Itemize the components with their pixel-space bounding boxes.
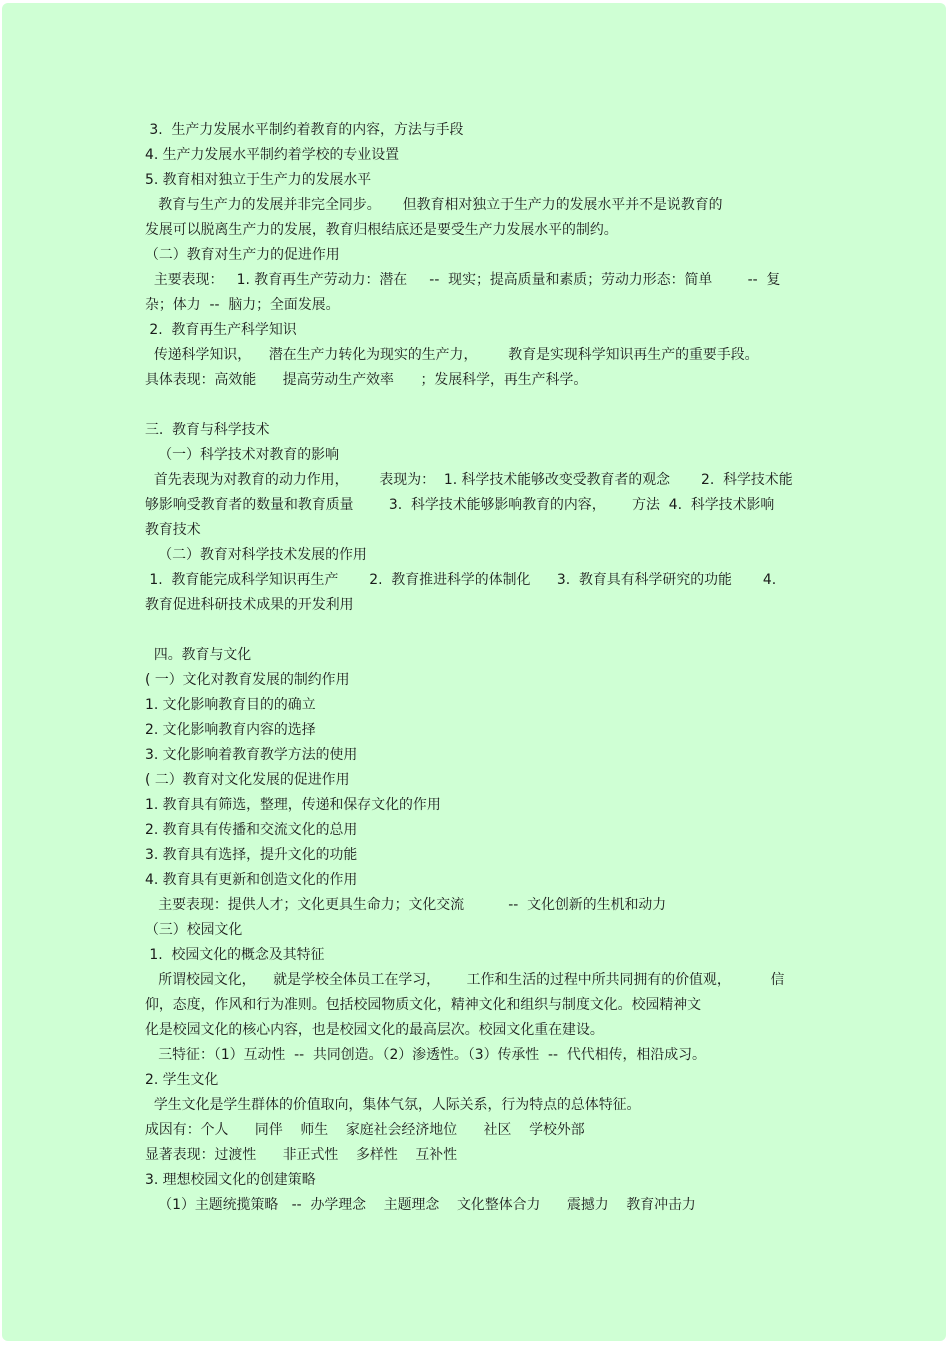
text-line: 5. 教育相对独立于生产力的发展水平 <box>145 172 372 188</box>
text-line: 2. 教育具有传播和交流文化的总用 <box>145 822 358 838</box>
text-line: 1. 校园文化的概念及其特征 <box>145 947 325 963</box>
text-line: 3. 理想校园文化的创建策略 <box>145 1172 316 1188</box>
text-line: 显著表现：过渡性 非正式性 多样性 互补性 <box>145 1147 458 1163</box>
text-line: 3. 教育具有选择，提升文化的功能 <box>145 847 358 863</box>
text-line: 学生文化是学生群体的价值取向，集体气氛，人际关系，行为特点的总体特征。 <box>145 1097 641 1113</box>
text-line: 3. 生产力发展水平制约着教育的内容，方法与手段 <box>145 122 464 138</box>
text-line: 化是校园文化的核心内容，也是校园文化的最高层次。校园文化重在建设。 <box>145 1022 604 1038</box>
section-heading: （一）科学技术对教育的影响 <box>145 447 339 463</box>
section-heading: （三）校园文化 <box>145 922 243 938</box>
section-heading: （二）教育对科学技术发展的作用 <box>145 547 367 563</box>
text-line: 教育促进科研技术成果的开发利用 <box>145 597 354 613</box>
text-line: 所谓校园文化， 就是学校全体员工在学习， 工作和生活的过程中所共同拥有的价值观， 信 <box>145 972 785 988</box>
text-line: 首先表现为对教育的动力作用， 表现为： 1. 科学技术能够改变受教育者的观念 2. 科学技术能 <box>145 472 793 488</box>
text-line: 教育技术 <box>145 522 201 538</box>
text-line: 1. 教育能完成科学知识再生产 2. 教育推进科学的体制化 3. 教育具有科学研究的功能 4. <box>145 572 777 588</box>
text-line: 2. 文化影响教育内容的选择 <box>145 722 316 738</box>
text-line: 三特征：（1）互动性 -- 共同创造。（2）渗透性。（3）传承性 -- 代代相传，相沿成习。 <box>145 1047 706 1063</box>
text-line: 仰，态度，作风和行为准则。包括校园物质文化，精神文化和组织与制度文化。校园精神文 <box>145 997 702 1013</box>
chapter-heading: 三. 教育与科学技术 <box>145 422 270 438</box>
text-line: （1）主题统揽策略 -- 办学理念 主题理念 文化整体合力 震撼力 教育冲击力 <box>145 1197 696 1213</box>
text-line: 主要表现： 1. 教育再生产劳动力：潜在 -- 现实；提高质量和素质；劳动力形态：简单 -- 复 <box>145 272 781 288</box>
text-line: 3. 文化影响着教育教学方法的使用 <box>145 747 358 763</box>
document-page <box>2 3 946 1341</box>
text-line: 1. 教育具有筛选，整理，传递和保存文化的作用 <box>145 797 441 813</box>
chapter-heading: 四。教育与文化 <box>145 647 252 663</box>
text-line: 4. 教育具有更新和创造文化的作用 <box>145 872 358 888</box>
blank-line <box>145 393 825 418</box>
text-line: 主要表现：提供人才；文化更具生命力；文化交流 -- 文化创新的生机和动力 <box>145 897 667 913</box>
text-line: 2. 教育再生产科学知识 <box>145 322 297 338</box>
document-body <box>145 118 825 1218</box>
blank-line <box>145 618 825 643</box>
section-heading: （二）教育对生产力的促进作用 <box>145 247 340 263</box>
section-heading: ( 一）文化对教育发展的制约作用 <box>145 672 350 688</box>
text-line: 4. 生产力发展水平制约着学校的专业设置 <box>145 147 400 163</box>
text-line: 成因有：个人 同伴 师生 家庭社会经济地位 社区 学校外部 <box>145 1122 585 1138</box>
section-heading: ( 二）教育对文化发展的促进作用 <box>145 772 350 788</box>
text-line: 够影响受教育者的数量和教育质量 3. 科学技术能够影响教育的内容， 方法 4. 科学技术影响 <box>145 497 775 513</box>
text-line: 具体表现：高效能 提高劳动生产效率 ；发展科学，再生产科学。 <box>145 372 588 388</box>
text-line: 2. 学生文化 <box>145 1072 219 1088</box>
text-line: 发展可以脱离生产力的发展，教育归根结底还是要受生产力发展水平的制约。 <box>145 222 618 238</box>
text-line: 杂；体力 -- 脑力；全面发展。 <box>145 297 340 313</box>
text-line: 教育与生产力的发展并非完全同步。 但教育相对独立于生产力的发展水平并不是说教育的 <box>145 197 723 213</box>
text-line: 1. 文化影响教育目的的确立 <box>145 697 316 713</box>
text-line: 传递科学知识， 潜在生产力转化为现实的生产力， 教育是实现科学知识再生产的重要手段。 <box>145 347 759 363</box>
